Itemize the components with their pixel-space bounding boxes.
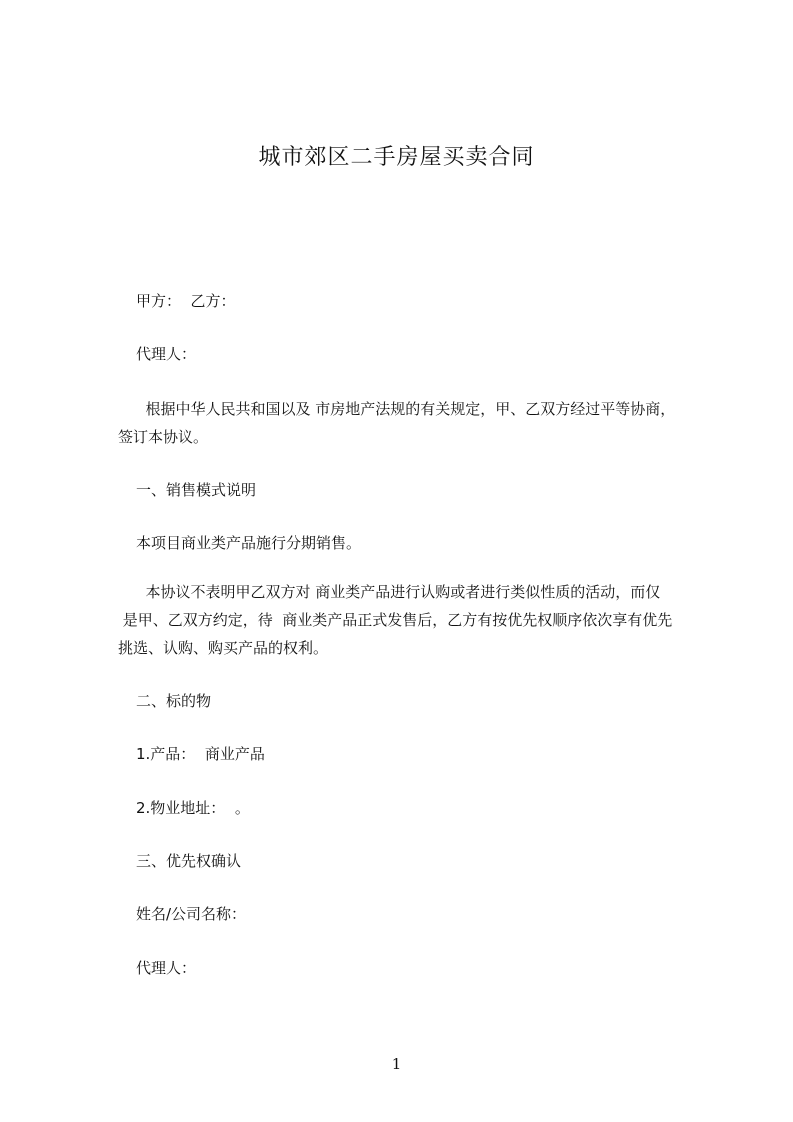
section-3-heading: 三、优先权确认 xyxy=(136,852,242,870)
section-1-p2-line-1: 本协议不表明甲乙双方对 商业类产品进行认购或者进行类似性质的活动，而仅 xyxy=(136,583,661,601)
page-number: 1 xyxy=(391,1055,402,1073)
section-1-p2-line-2: 是甲、乙双方约定，待 商业类产品正式发售后，乙方有按优先权顺序依次享有优先 xyxy=(118,611,673,629)
section-1-p2-line-3: 挑选、认购、购买产品的权利。 xyxy=(118,639,329,657)
item-1-product: 1.产品： 商业产品 xyxy=(136,745,265,763)
section-2-heading: 二、标的物 xyxy=(136,692,212,710)
item-2-address: 2.物业地址： 。 xyxy=(136,799,250,817)
agent-line: 代理人： xyxy=(136,345,197,363)
agent-line-2: 代理人： xyxy=(136,959,197,977)
section-1-paragraph-1: 本项目商业类产品施行分期销售。 xyxy=(136,534,362,552)
intro-line-2: 签订本协议。 xyxy=(118,428,209,446)
section-1-heading: 一、销售模式说明 xyxy=(136,481,257,499)
parties-line: 甲方： 乙方： xyxy=(136,292,236,310)
document-title: 城市郊区二手房屋买卖合同 xyxy=(258,145,535,170)
section-1-paragraph-2 xyxy=(118,578,708,662)
intro-paragraph xyxy=(118,395,708,451)
intro-line-1: 根据中华人民共和国以及 市房地产法规的有关规定，甲、乙双方经过平等协商， xyxy=(136,400,676,418)
name-line: 姓名/公司名称： xyxy=(136,905,247,923)
